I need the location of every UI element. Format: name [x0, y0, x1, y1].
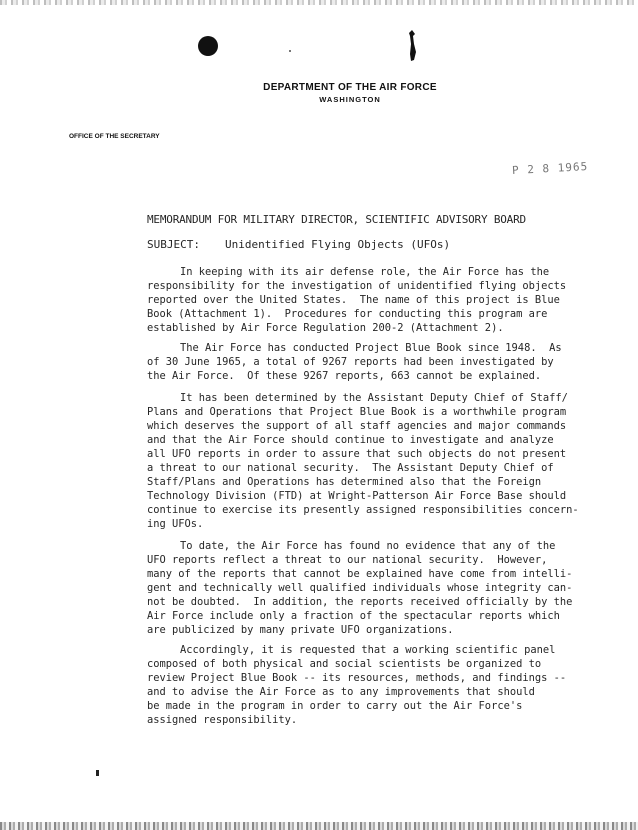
body-line: reported over the United States. The name of this project is Blue [147, 294, 560, 306]
body-line: many of the reports that cannot be explained have come from intelli- [147, 568, 573, 580]
pen-mark-icon [406, 30, 418, 62]
body-line: The Air Force has conducted Project Blue Book since 1948. As [180, 342, 562, 354]
body-line: the Air Force. Of these 9267 reports, 663 cannot be explained. [147, 370, 542, 382]
body-line: responsibility for the investigation of unidentified flying objects [147, 280, 567, 292]
body-line: gent and technically well qualified individuals whose integrity can- [147, 582, 573, 594]
body-line: composed of both physical and social scientists be organized to [147, 658, 542, 670]
body-line: assigned responsibility. [147, 714, 298, 726]
city-heading: WASHINGTON [319, 95, 381, 104]
body-line: a threat to our national security. The Assistant Deputy Chief of [147, 462, 554, 474]
subject-label: SUBJECT: [147, 238, 200, 251]
punch-hole-mark [198, 36, 218, 56]
body-line: Technology Division (FTD) at Wright-Patterson Air Force Base should [147, 490, 567, 502]
body-line: Staff/Plans and Operations has determined also that the Foreign [147, 476, 542, 488]
margin-speck-mark [96, 770, 99, 776]
body-line: UFO reports reflect a threat to our national security. However, [147, 554, 548, 566]
body-line: Accordingly, it is requested that a working scientific panel [180, 644, 556, 656]
memo-to-line: MEMORANDUM FOR MILITARY DIRECTOR, SCIENTIFIC ADVISORY BOARD [147, 213, 526, 226]
office-label: OFFICE OF THE SECRETARY [69, 133, 160, 140]
body-line: continue to exercise its presently assigned responsibilities concern- [147, 504, 579, 516]
body-line: be made in the program in order to carry out the Air Force's [147, 700, 523, 712]
scan-edge-top [0, 0, 638, 5]
body-line: which deserves the support of all staff agencies and major commands [147, 420, 567, 432]
body-line: It has been determined by the Assistant Deputy Chief of Staff/ [180, 392, 568, 404]
date-stamp: P 2 8 1965 [511, 160, 589, 177]
body-line: and to advise the Air Force as to any improvements that should [147, 686, 535, 698]
body-line: To date, the Air Force has found no evidence that any of the [180, 540, 556, 552]
subject-text: Unidentified Flying Objects (UFOs) [225, 238, 451, 251]
body-line: review Project Blue Book -- its resources, methods, and findings -- [147, 672, 567, 684]
scan-edge-bottom [0, 822, 638, 830]
body-line: Air Force include only a fraction of the spectacular reports which [147, 610, 560, 622]
body-line: Book (Attachment 1). Procedures for conducting this program are [147, 308, 548, 320]
body-line: In keeping with its air defense role, the Air Force has the [180, 266, 550, 278]
speck-mark [289, 50, 291, 52]
body-line: and that the Air Force should continue to investigate and analyze [147, 434, 554, 446]
department-heading: DEPARTMENT OF THE AIR FORCE [263, 82, 437, 93]
body-line: Plans and Operations that Project Blue Book is a worthwhile program [147, 406, 567, 418]
body-line: of 30 June 1965, a total of 9267 reports had been investigated by [147, 356, 554, 368]
body-line: are publicized by many private UFO organizations. [147, 624, 454, 636]
body-line: not be doubted. In addition, the reports received officially by the [147, 596, 573, 608]
body-line: established by Air Force Regulation 200-2 (Attachment 2). [147, 322, 504, 334]
body-line: ing UFOs. [147, 518, 204, 530]
body-line: all UFO reports in order to assure that such objects do not present [147, 448, 567, 460]
